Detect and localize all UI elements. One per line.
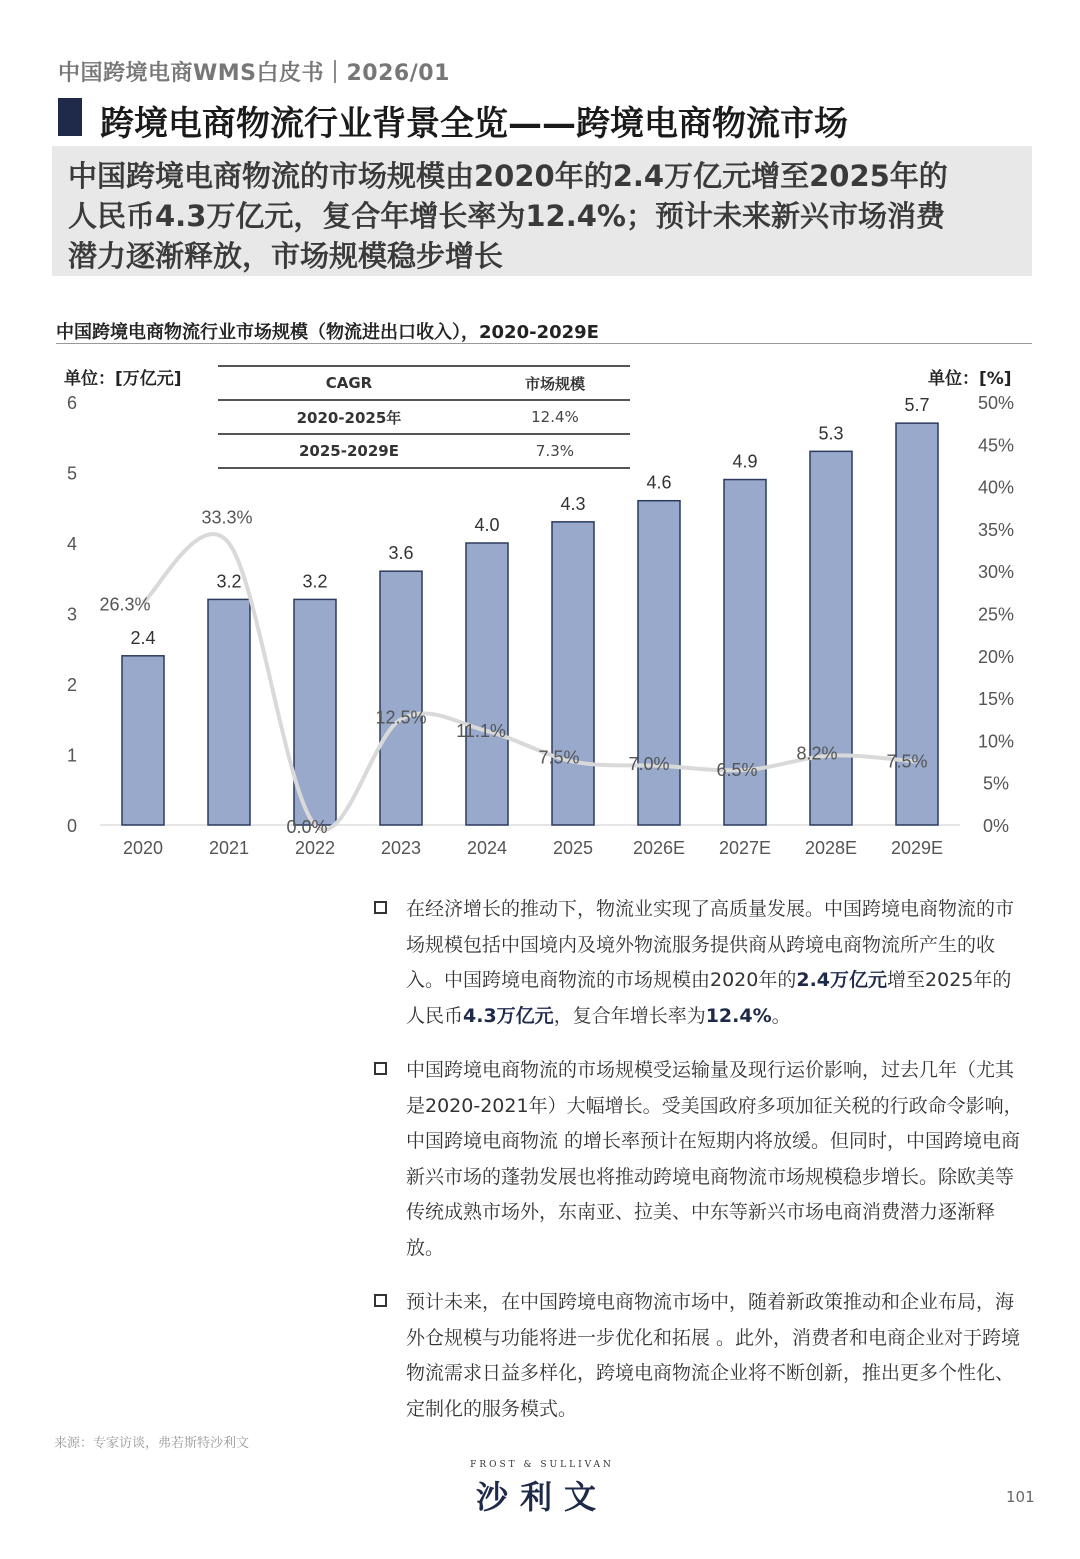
cagr-table	[218, 365, 630, 469]
page-title: 跨境电商物流行业背景全览——跨境电商物流市场	[100, 104, 848, 144]
cagr-value: 12.4%	[480, 400, 630, 434]
bullet-text	[406, 1285, 1024, 1427]
chart-title-rule	[56, 343, 1032, 344]
checkbox-bullet-icon	[374, 1062, 387, 1075]
checkbox-bullet-icon	[374, 1294, 387, 1307]
right-axis-tick: 50%	[977, 393, 1015, 413]
x-axis-tick: 2027E	[718, 838, 772, 858]
left-axis-tick: 0	[66, 816, 78, 836]
right-axis-tick: 10%	[977, 731, 1015, 752]
bar	[638, 501, 680, 825]
right-axis-tick: 45%	[977, 435, 1015, 456]
right-axis-unit: 单位：[%]	[928, 369, 1012, 389]
right-axis-tick: 35%	[977, 519, 1015, 540]
bullet-highlight: 12.4%	[705, 1004, 772, 1027]
bullet-item	[374, 1053, 1024, 1266]
growth-rate-label: 11.1%	[456, 721, 506, 742]
left-axis-tick: 2	[66, 675, 78, 695]
bar-value-label: 3.2	[216, 571, 242, 592]
right-axis-tick: 30%	[977, 562, 1015, 583]
x-axis-tick: 2024	[466, 838, 508, 858]
left-axis-tick: 1	[66, 745, 78, 766]
left-axis-tick: 6	[66, 393, 78, 413]
bullet-segment: 增至2025年的人民币	[406, 969, 1012, 1027]
growth-rate-label: 7.5%	[886, 751, 928, 772]
bar	[208, 599, 250, 825]
bullet-text	[406, 892, 1024, 1034]
source-note: 来源：专家访谈，弗若斯特沙利文	[54, 1436, 250, 1451]
bar-value-label: 5.7	[904, 395, 930, 416]
x-axis-tick: 2020	[122, 838, 164, 858]
right-axis-tick: 40%	[977, 477, 1015, 498]
bullet-text	[406, 1053, 1024, 1266]
bar	[810, 451, 852, 825]
bullet-segment: 预计未来，在中国跨境电商物流市场中，随着新政策推动和企业布局，海外仓规模与功能将进一步优化和拓展 。此外，消费者和电商企业对于跨境物流需求日益多样化，跨境电商物流企业将不断创新，推出更多个性化、定制化的服务模式。	[406, 1291, 1021, 1420]
growth-rate-label: 26.3%	[99, 594, 151, 615]
x-axis-tick: 2025	[552, 838, 594, 858]
cagr-row	[218, 434, 630, 468]
bar	[380, 571, 422, 825]
growth-rate-label: 0.0%	[286, 817, 328, 837]
x-axis-tick: 2022	[294, 838, 336, 858]
left-axis-tick: 5	[66, 463, 78, 484]
left-axis-unit: 单位：[万亿元]	[64, 369, 182, 389]
right-axis-tick: 0%	[982, 816, 1010, 836]
bar-value-label: 4.0	[474, 515, 500, 535]
growth-rate-label: 33.3%	[201, 507, 253, 528]
summary-line: 潜力逐渐释放，市场规模稳步增长	[68, 239, 504, 273]
logo-chinese: 沙利文	[475, 1478, 608, 1516]
right-axis-tick: 20%	[977, 646, 1015, 667]
bullet-list	[374, 892, 1024, 1446]
bullet-segment: 在经济增长的推动下，物流业实现了高质量发展。中国跨境电商物流的市场规模包括中国境内及境外物流服务提供商从跨境电商物流所产生的收入。中国跨境电商物流的市场规模由2020年的	[406, 898, 1015, 991]
cagr-header: CAGR	[218, 366, 480, 400]
right-axis-tick: 5%	[982, 773, 1010, 794]
bar-value-label: 3.2	[302, 571, 328, 592]
logo-english: FROST & SULLIVAN	[470, 1460, 614, 1470]
title-accent-bar	[58, 98, 82, 136]
bar-value-label: 4.3	[560, 493, 586, 514]
right-axis-tick: 15%	[977, 689, 1015, 710]
summary-line: 中国跨境电商物流的市场规模由2020年的2.4万亿元增至2025年的	[68, 159, 948, 193]
bullet-item	[374, 892, 1024, 1034]
bullet-segment: 。	[771, 1004, 791, 1027]
left-axis-tick: 3	[66, 604, 78, 625]
document-header: 中国跨境电商WMS白皮书｜2026/01	[58, 61, 450, 86]
x-axis-tick: 2029E	[890, 838, 944, 858]
summary-box	[52, 146, 1032, 276]
frost-sullivan-logo	[464, 1460, 620, 1518]
bar	[466, 543, 508, 825]
x-axis-tick: 2026E	[632, 838, 686, 858]
x-axis-tick: 2023	[380, 838, 422, 858]
growth-rate-label: 7.0%	[628, 753, 670, 774]
growth-rate-label: 7.5%	[538, 747, 580, 768]
bullet-item	[374, 1285, 1024, 1427]
cagr-period: 2025-2029E	[218, 434, 480, 468]
cagr-row	[218, 400, 630, 434]
bullet-segment: 中国跨境电商物流的市场规模受运输量及现行运价影响，过去几年（尤其是2020-2021年）大幅增长。受美国政府多项加征关税的行政命令影响，中国跨境电商物流 的增长率预计在短期内将放缓。但同时，中国跨境电商新兴市场的蓬勃发展也将推动跨境电商物流市场规模稳步增长。除欧美等传统成熟市场外，东南亚、拉美、中东等新兴市场电商消费潜力逐渐释放。	[406, 1059, 1023, 1259]
x-axis-tick: 2021	[208, 838, 250, 858]
market-size-header: 市场规模	[480, 366, 630, 400]
bullet-segment: ，复合年增长率为	[553, 1004, 706, 1027]
bar-value-label: 4.9	[732, 451, 758, 472]
bar-value-label: 3.6	[388, 543, 414, 564]
page-number: 101	[1006, 1488, 1035, 1506]
growth-rate-label: 8.2%	[796, 743, 838, 764]
cagr-value: 7.3%	[480, 434, 630, 468]
left-axis-tick: 4	[66, 534, 78, 554]
growth-rate-label: 6.5%	[716, 760, 758, 781]
bar-value-label: 5.3	[818, 423, 844, 444]
growth-rate-line	[143, 534, 917, 830]
bullet-highlight: 4.3万亿元	[463, 1004, 554, 1027]
growth-rate-label: 12.5%	[375, 707, 427, 728]
checkbox-bullet-icon	[374, 901, 387, 914]
chart-title: 中国跨境电商物流行业市场规模（物流进出口收入），2020-2029E	[56, 322, 599, 343]
bar	[552, 522, 594, 825]
bullet-highlight: 2.4万亿元	[796, 969, 888, 991]
cagr-table-header	[218, 366, 630, 400]
cagr-period: 2020-2025年	[218, 400, 480, 434]
bar	[122, 656, 164, 825]
bar-value-label: 2.4	[130, 627, 156, 648]
summary-line: 人民币4.3万亿元，复合年增长率为12.4%；预计未来新兴市场消费	[68, 199, 945, 233]
right-axis-tick: 25%	[977, 604, 1015, 625]
bar-value-label: 4.6	[646, 472, 672, 493]
x-axis-tick: 2028E	[804, 838, 858, 858]
